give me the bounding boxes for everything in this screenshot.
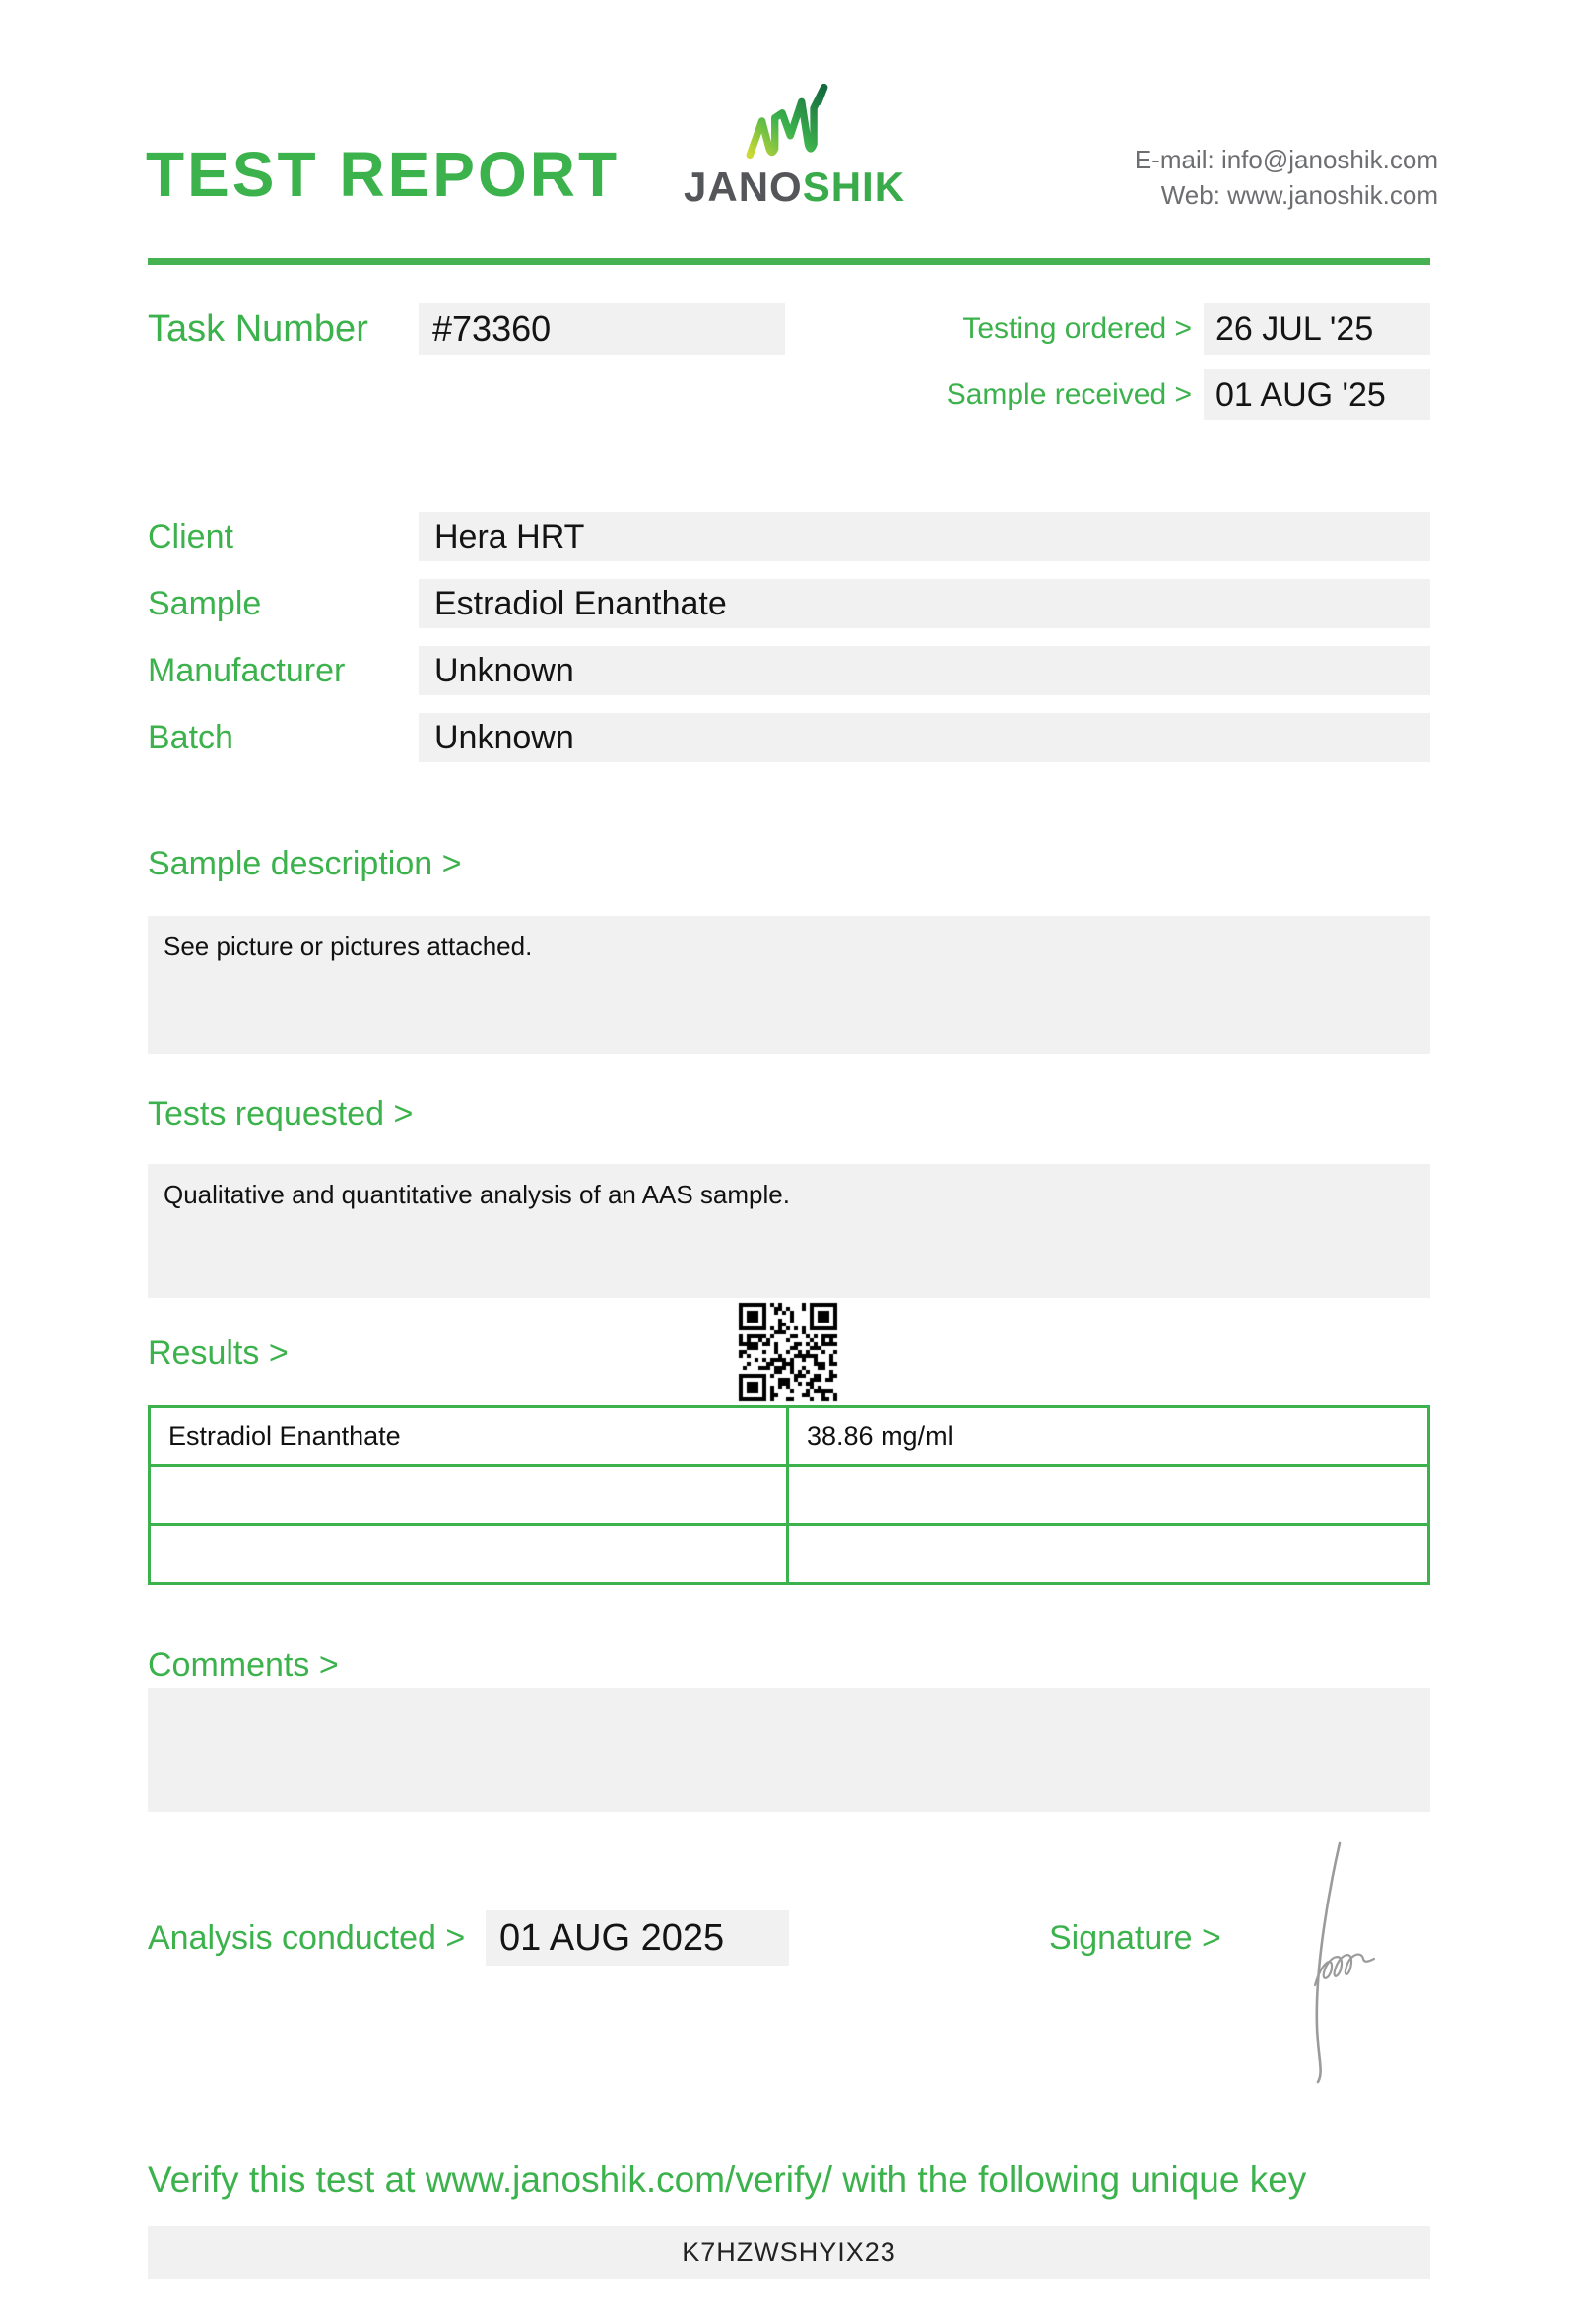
header-divider <box>148 258 1430 265</box>
manufacturer-label: Manufacturer <box>148 652 346 689</box>
table-row <box>150 1407 1429 1466</box>
contact-email: E-mail: info@janoshik.com <box>1134 145 1438 174</box>
signature-label: Signature > <box>1049 1919 1221 1957</box>
sample-label: Sample <box>148 585 262 622</box>
result-value-cell: 38.86 mg/ml <box>788 1407 1429 1466</box>
comments-text <box>148 1688 1430 1812</box>
qr-code <box>738 1302 838 1402</box>
tests-requested-heading: Tests requested > <box>148 1095 414 1132</box>
sample-description-heading: Sample description > <box>148 845 462 882</box>
testing-ordered-value: 26 JUL '25 <box>1204 303 1430 355</box>
manufacturer-value: Unknown <box>419 646 1430 695</box>
result-analyte-cell <box>150 1525 788 1584</box>
task-number-value: #73360 <box>419 303 785 355</box>
verify-key: K7HZWSHYIX23 <box>148 2226 1430 2279</box>
results-heading: Results > <box>148 1334 289 1372</box>
client-value: Hera HRT <box>419 512 1430 561</box>
janoshik-chart-logo-icon <box>742 81 832 161</box>
tests-requested-text: Qualitative and quantitative analysis of an AAS sample. <box>148 1164 1430 1298</box>
table-row <box>150 1525 1429 1584</box>
result-analyte-cell <box>150 1466 788 1525</box>
contact-block <box>1135 142 1438 213</box>
task-number-label: Task Number <box>148 308 368 350</box>
table-row <box>150 1466 1429 1525</box>
analysis-conducted-date: 01 AUG 2025 <box>486 1910 789 1966</box>
analysis-conducted-label: Analysis conducted > <box>148 1919 466 1957</box>
sample-value: Estradiol Enanthate <box>419 579 1430 628</box>
sample-received-value: 01 AUG '25 <box>1204 369 1430 420</box>
result-analyte-cell: Estradiol Enanthate <box>150 1407 788 1466</box>
batch-label: Batch <box>148 719 233 756</box>
batch-value: Unknown <box>419 713 1430 762</box>
sample-description-text: See picture or pictures attached. <box>148 916 1430 1054</box>
results-table <box>148 1405 1430 1585</box>
comments-heading: Comments > <box>148 1646 339 1684</box>
testing-ordered-label: Testing ordered > <box>962 312 1192 345</box>
sample-received-label: Sample received > <box>946 378 1192 411</box>
verify-instruction: Verify this test at www.janoshik.com/verify/ with the following unique key <box>148 2160 1307 2200</box>
wordmark-shik: SHIK <box>802 163 906 210</box>
result-value-cell <box>788 1466 1429 1525</box>
wordmark-jano: JANO <box>684 163 803 210</box>
result-value-cell <box>788 1525 1429 1584</box>
signature-image <box>1266 1840 1394 2086</box>
page-title: TEST REPORT <box>146 139 621 210</box>
janoshik-wordmark <box>684 163 906 211</box>
contact-web: Web: www.janoshik.com <box>1160 180 1438 210</box>
client-label: Client <box>148 518 233 555</box>
